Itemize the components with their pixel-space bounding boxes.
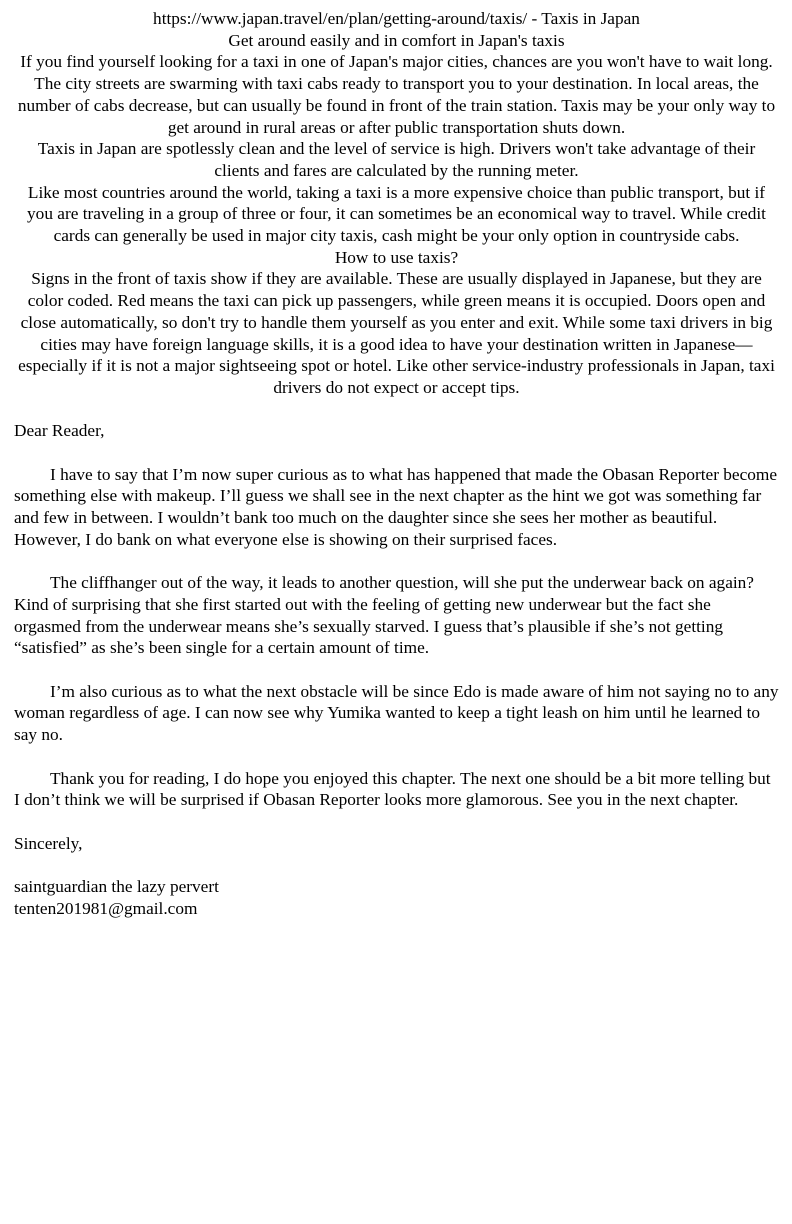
- source-line: https://www.japan.travel/en/plan/getting-around/taxis/ - Taxis in Japan: [153, 9, 640, 28]
- article-paragraph-3: Like most countries around the world, taking a taxi is a more expensive choice than public transport, but if you are traveling in a group of three or four, it can sometimes be an economical way to travel. While credit cards can generally be used in major city taxis, cash might be your only option in countryside cabs.: [27, 182, 766, 246]
- signature-name: saintguardian the lazy pervert: [14, 877, 219, 897]
- spacer: [14, 442, 779, 464]
- spacer: [14, 551, 779, 573]
- spacer: [14, 746, 779, 768]
- spacer: [14, 659, 779, 681]
- letter-paragraph-2: The cliffhanger out of the way, it leads to another question, will she put the underwear back on again? Kind of surprising that she first started out with the feeling of getting new underwear but the fact she orgasmed from the underwear means she’s sexually starved. I guess that’s plausible if she’s not getting “satisfied” as she’s been single for a certain amount of time.: [14, 573, 754, 658]
- article-heading-how-to: How to use taxis?: [334, 247, 459, 267]
- article-section: [14, 8, 779, 399]
- letter-paragraph-4: Thank you for reading, I do hope you enjoyed this chapter. The next one should be a bit more telling but I don’t think we will be surprised if Obasan Reporter looks more glamorous. See you in the next chapter.: [14, 768, 771, 810]
- spacer: [14, 811, 779, 833]
- email-address: tenten201981@gmail.com: [14, 898, 198, 918]
- article-paragraph-1: If you find yourself looking for a taxi in one of Japan's major cities, chances are you won't have to wait long. The city streets are swarming with taxi cabs ready to transport you to your destination. In local areas, the number of cabs decrease, but can usually be found in front of the train station. Taxis may be your only way to get around in rural areas or after public transportation shuts down.: [17, 52, 776, 137]
- article-paragraph-4: Signs in the front of taxis show if they are available. These are usually displayed in Japanese, but they are color coded. Red means the taxi can pick up passengers, while green means it is occupied. Doors open and close automatically, so don't try to handle them yourself as you enter and exit. While some taxi drivers in big cities may have foreign language skills, it is a good idea to have your destination written in Japanese—especially if it is not a major sightseeing spot or hotel. Like other service-industry professionals in Japan, taxi drivers do not expect or accept tips.: [18, 269, 775, 397]
- letter-paragraph-3: I’m also curious as to what the next obstacle will be since Edo is made aware of him not saying no to any woman regardless of age. I can now see why Yumika wanted to keep a tight leash on him until he learned to say no.: [14, 681, 779, 745]
- article-subtitle: Get around easily and in comfort in Japan's taxis: [228, 30, 565, 50]
- article-paragraph-2: Taxis in Japan are spotlessly clean and the level of service is high. Drivers won't take advantage of their clients and fares are calculated by the running meter.: [37, 139, 756, 180]
- letter-closing: Sincerely,: [14, 833, 83, 853]
- letter-section: [14, 420, 779, 919]
- spacer: [14, 399, 779, 421]
- spacer: [14, 854, 779, 876]
- letter-paragraph-1: I have to say that I’m now super curious as to what has happened that made the Obasan Reporter become something else with makeup. I’ll guess we shall see in the next chapter as the hint we got was something far and few in between. I wouldn’t bank too much on the daughter since she sees her mother as beautiful. However, I do bank on what everyone else is showing on their surprised faces.: [14, 464, 778, 549]
- letter-greeting: Dear Reader,: [14, 421, 105, 441]
